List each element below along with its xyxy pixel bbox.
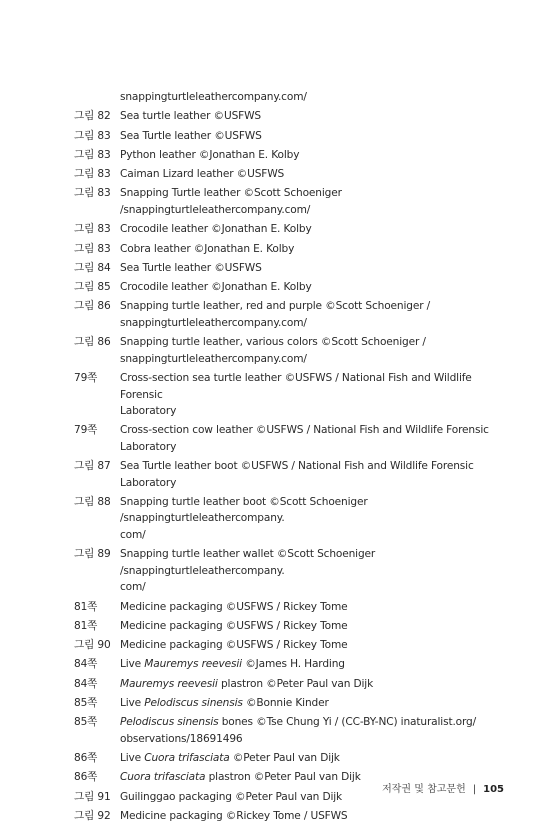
credit-entry: [74, 656, 514, 673]
credit-entry: [74, 494, 514, 544]
species-name: Cuora trifasciata: [144, 752, 230, 765]
credit-label: 그림 83: [74, 168, 111, 181]
credit-label: 그림 87: [74, 460, 111, 473]
credit-entry: [74, 808, 514, 825]
credit-text: [120, 370, 514, 420]
credit-label: 79쪽: [74, 424, 98, 437]
credit-label: 그림 92: [74, 810, 111, 823]
credit-label: 그림 86: [74, 336, 111, 349]
credit-text: [120, 599, 514, 616]
credit-entry: [74, 618, 514, 635]
credit-text-part: ©James H. Harding: [241, 658, 345, 671]
credit-text-part: Live: [120, 697, 145, 710]
credit-label: 그림 83: [74, 242, 111, 255]
credit-text: [120, 714, 514, 747]
credit-text-part: plastron ©Peter Paul van Dijk: [217, 677, 374, 690]
credit-entry: [74, 422, 514, 455]
credit-label: 81쪽: [74, 619, 98, 632]
credit-text: [120, 618, 514, 635]
credit-text: [120, 334, 514, 367]
credit-text-part: Live: [120, 752, 145, 765]
credit-label: 그림 85: [74, 281, 111, 294]
credit-entry: [74, 128, 514, 145]
credit-entry: [74, 676, 514, 693]
credit-entry: [74, 599, 514, 616]
species-name: Pelodiscus sinensis: [120, 716, 219, 729]
credit-text-part: Medicine packaging ©USFWS / Rickey Tome: [120, 639, 348, 652]
credit-text: [120, 656, 514, 673]
credit-entry: [74, 370, 514, 420]
credit-text-part: Snapping turtle leather, various colors ©Scott Schoeniger / snappingturtleleathercompany.com/: [120, 336, 426, 365]
credit-text: [120, 241, 514, 258]
credit-entry: [74, 714, 514, 747]
credit-entry: [74, 546, 514, 596]
credit-entry: [74, 279, 514, 296]
footer-separator: |: [472, 784, 477, 795]
credit-entry: [74, 241, 514, 258]
credit-text: [120, 89, 514, 106]
credit-entry: [74, 108, 514, 125]
credit-text-part: plastron ©Peter Paul van Dijk: [205, 771, 361, 784]
credit-entry: [74, 298, 514, 331]
credit-entry: [74, 185, 514, 218]
credits-list: [74, 89, 514, 827]
credit-text: [120, 147, 514, 164]
credit-label: 그림 91: [74, 790, 111, 803]
credit-label: 85쪽: [74, 716, 98, 729]
credit-text: [120, 108, 514, 125]
credit-label: 그림 84: [74, 261, 111, 274]
credit-label: 그림 90: [74, 639, 111, 652]
credit-entry: [74, 334, 514, 367]
credit-text-part: Snapping turtle leather wallet ©Scott Schoeniger /snappingturtleleathercompany. com/: [120, 548, 376, 594]
species-name: Pelodiscus sinensis: [144, 697, 243, 710]
credit-text: [120, 676, 514, 693]
credit-text-part: Medicine packaging ©Rickey Tome / USFWS: [120, 810, 348, 823]
credit-text-part: Sea Turtle leather ©USFWS: [120, 261, 262, 274]
credit-entry: [74, 637, 514, 654]
credit-label: 86쪽: [74, 752, 98, 765]
credit-label: 그림 83: [74, 223, 111, 236]
credit-text-part: Cross-section cow leather ©USFWS / National Fish and Wildlife Forensic Laboratory: [120, 424, 489, 453]
credit-text-part: Caiman Lizard leather ©USFWS: [120, 168, 285, 181]
credit-entry: [74, 458, 514, 491]
credit-text: [120, 128, 514, 145]
credit-text: [120, 695, 514, 712]
credit-text-part: bones ©Tse Chung Yi / (CC-BY-NC) inaturalist.org/ observations/18691496: [120, 716, 477, 745]
credit-text-part: Guilinggao packaging ©Peter Paul van Dijk: [120, 790, 343, 803]
credit-entry: [74, 147, 514, 164]
credit-label: 그림 82: [74, 110, 111, 123]
credit-text: [120, 458, 514, 491]
footer-section-title: 저작권 및 참고문헌: [382, 784, 466, 795]
credit-text-part: Python leather ©Jonathan E. Kolby: [120, 148, 300, 161]
credit-label: 그림 83: [74, 148, 111, 161]
credit-text: [120, 298, 514, 331]
credit-text: [120, 808, 514, 825]
credit-text-part: Sea turtle leather ©USFWS: [120, 110, 261, 123]
credit-label: 그림 83: [74, 129, 111, 142]
credit-text: [120, 546, 514, 596]
species-name: Mauremys reevesii: [144, 658, 242, 671]
credit-text-part: ©Peter Paul van Dijk: [229, 752, 340, 765]
credit-entry: [74, 695, 514, 712]
credit-text-part: Medicine packaging ©USFWS / Rickey Tome: [120, 619, 348, 632]
credit-text-part: Snapping turtle leather, red and purple ©Scott Schoeniger / snappingturtleleathercompany.com/: [120, 300, 431, 329]
credit-entry: [74, 221, 514, 238]
credit-label: 그림 83: [74, 187, 111, 200]
credit-text: [120, 279, 514, 296]
credit-text-part: Live: [120, 658, 145, 671]
credit-text-part: Sea Turtle leather ©USFWS: [120, 129, 262, 142]
credit-label: 그림 88: [74, 495, 111, 508]
credit-text: [120, 221, 514, 238]
credit-text-part: snappingturtleleathercompany.com/: [120, 91, 307, 103]
credit-text-part: Snapping Turtle leather ©Scott Schoeniger /snappingturtleleathercompany.com/: [120, 187, 342, 216]
credit-text: [120, 750, 514, 767]
page-number: 105: [483, 784, 504, 795]
credit-text: [120, 185, 514, 218]
credit-label: 81쪽: [74, 600, 98, 613]
credit-text: [120, 494, 514, 544]
credit-entry: [74, 750, 514, 767]
credit-text-part: Cross-section sea turtle leather ©USFWS / National Fish and Wildlife Forensic Laboratory: [120, 372, 472, 418]
credit-label: 85쪽: [74, 697, 98, 710]
credit-text-part: Snapping turtle leather boot ©Scott Schoeniger /snappingturtleleathercompany. com/: [120, 495, 368, 541]
credit-entry: [74, 166, 514, 183]
credit-label: 86쪽: [74, 771, 98, 784]
credit-text-part: Cobra leather ©Jonathan E. Kolby: [120, 242, 295, 255]
credit-text: [120, 260, 514, 277]
credit-text: [120, 637, 514, 654]
credit-label: 79쪽: [74, 372, 98, 385]
credit-text: [120, 166, 514, 183]
credit-entry: [74, 260, 514, 277]
credit-label: 그림 89: [74, 548, 111, 561]
page-footer: [382, 780, 504, 795]
credit-label: 그림 86: [74, 300, 111, 313]
credit-entry: [74, 89, 514, 106]
credit-text-part: Sea Turtle leather boot ©USFWS / National Fish and Wildlife Forensic Laboratory: [120, 460, 474, 489]
credit-label: 84쪽: [74, 677, 98, 690]
credit-text: [120, 422, 514, 455]
species-name: Mauremys reevesii: [120, 677, 218, 690]
credit-label: 84쪽: [74, 658, 98, 671]
species-name: Cuora trifasciata: [120, 771, 206, 784]
credit-text-part: Crocodile leather ©Jonathan E. Kolby: [120, 223, 312, 236]
credit-text-part: Medicine packaging ©USFWS / Rickey Tome: [120, 600, 348, 613]
credit-text-part: ©Bonnie Kinder: [242, 697, 329, 710]
credit-text-part: Crocodile leather ©Jonathan E. Kolby: [120, 281, 312, 294]
